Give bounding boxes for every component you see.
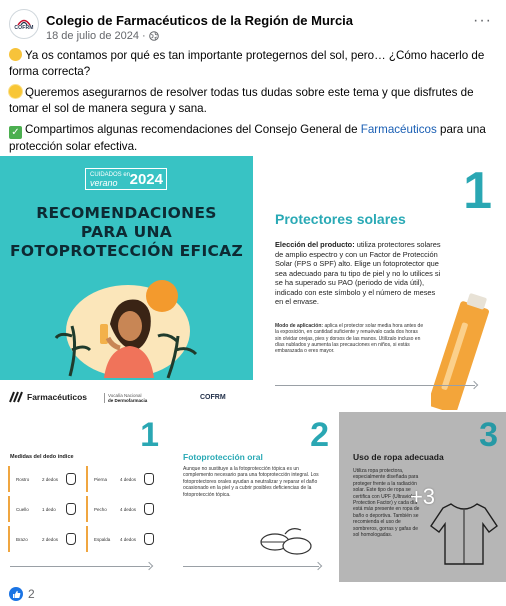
poster-title-line-3: FOTOPROTECCIÓN EFICAZ (9, 242, 244, 260)
list-item (86, 466, 156, 492)
body-part: Rostro (16, 477, 30, 482)
section-paragraph-1 (275, 240, 443, 307)
poster-title-line-1: RECOMENDACIONES (36, 204, 217, 222)
p2-text: aplica el protector solar media hora antes de la exposición, en cantidad suficiente y renuévalo cada dos horas sin olvidar orejas, pies y dorsos de las manos. Utilízalo incluso en días nublados y aumenta las precauciones en niños, si estás embarazada o eres mayor. (275, 323, 424, 355)
poster-title-line-2: PARA UNA (80, 223, 173, 241)
finger-measure-table (8, 466, 158, 556)
tile2-text: Aunque no sustituye a la fotoprotección tópica es un complemento necesario para una fotoprotección integral. Los fotoprotectores orales ayudan a neutralizar y reparar el daño ocasionado en la piel y a cubrir posibles deficiencias de la fotoprotección tópica. (183, 466, 319, 498)
list-item (8, 526, 78, 552)
photo-fotoproteccion-oral[interactable] (169, 412, 337, 582)
body-part: Pecho (94, 507, 107, 512)
p2-label: Modo de aplicación: (275, 323, 324, 329)
p1-label: Elección del producto: (275, 240, 355, 249)
finger-qty: 2 dedos (42, 477, 59, 482)
tile3-text: Utiliza ropa protectora, especialmente diseñada para proteger frente a la radiación solar. Este tipo de ropa se certifica con UPF (Ultraviolet Protection Factor) y cada día está más presente en ropa de baño o deportiva. También se recomienda el uso de sombreros, gorras y gafas de sol homologadas. (353, 468, 420, 539)
vocalia-label (104, 393, 147, 403)
next-arrow-line (183, 566, 319, 567)
post-paragraph-1 (9, 48, 499, 80)
vocalia-line-1: Vocalía Nacional (108, 393, 142, 398)
tile3-number: 3 (479, 416, 498, 454)
campaign-badge (85, 168, 167, 190)
next-arrow-icon (314, 562, 322, 570)
tile1-title: Medidas del dedo índice (10, 454, 74, 460)
table-row (8, 526, 158, 556)
body-part: Cuello (16, 507, 29, 512)
poster-title (0, 204, 253, 261)
pills-icon (257, 522, 315, 558)
photo-cover-poster[interactable] (0, 156, 253, 410)
next-arrow-icon (145, 562, 153, 570)
post-date-text: 18 de julio de 2024 · (46, 30, 146, 42)
page-name-link[interactable]: Colegio de Farmacéuticos de la Región de Murcia (46, 13, 354, 28)
farmaceuticos-logo-text: Farmacéuticos (27, 392, 87, 402)
post-header (0, 0, 506, 46)
media-grid-top (0, 156, 506, 410)
globe-icon (149, 31, 159, 41)
finger-qty: 4 dedos (120, 477, 137, 482)
post-text (9, 48, 499, 160)
next-arrow-line (10, 566, 150, 567)
sun-face-icon (9, 85, 22, 98)
hand-icon (144, 503, 154, 515)
finger-qty: 4 dedos (120, 537, 137, 542)
photo-medidas-dedo[interactable] (0, 412, 167, 582)
list-item (86, 496, 156, 522)
paragraph-3-text-after: para una protección solar efectiva. (9, 123, 486, 153)
tile2-title: Fotoprotección oral (183, 452, 263, 462)
hand-icon (66, 503, 76, 515)
body-part: Brazo (16, 537, 28, 542)
check-mark-icon: ✓ (9, 126, 22, 139)
finger-qty: 1 dedo (42, 507, 56, 512)
paragraph-2-text: Queremos asegurarnos de resolver todas tus dudas sobre este tema y que disfrutes de tomar el sol de manera segura y sana. (9, 86, 474, 115)
tile2-number: 2 (310, 416, 329, 454)
page-avatar[interactable] (9, 9, 39, 39)
next-arrow-line (275, 385, 475, 386)
hand-icon (66, 473, 76, 485)
cofrm-footer-logo: COFRM (200, 394, 226, 401)
finger-qty: 2 dedos (42, 537, 59, 542)
body-part: Espalda (94, 537, 111, 542)
p1-text: utiliza protectores solares de amplio espectro y con un Factor de Protección Solar (FPS o SPF) alto. Elige un fotoprotector que sea adecuado para tu tipo de piel y no lo utilices si se ha superado su PAO (periodo de vida útil), indicado con este símbolo y el número de meses en el envase. (275, 240, 441, 306)
post-paragraph-2 (9, 85, 499, 117)
more-photos-overlay[interactable] (339, 412, 506, 582)
sunscreen-tube-icon (431, 293, 491, 410)
more-options-button[interactable]: ··· (473, 12, 492, 29)
hand-icon (144, 473, 154, 485)
finger-qty: 4 dedos (120, 507, 137, 512)
list-item (8, 496, 78, 522)
farmaceuticos-hashtag-link[interactable]: Farmacéuticos (360, 123, 437, 136)
post-timestamp[interactable] (46, 30, 159, 42)
vocalia-line-2: de Dermofarmacia (108, 398, 148, 403)
reactions-summary[interactable] (9, 586, 35, 602)
paragraph-1-text: Ya os contamos por qué es tan importante protegernos del sol, pero… ¿Cómo hacerlo de forma correcta? (9, 49, 485, 78)
table-row (8, 496, 158, 526)
farmaceuticos-logo-icon (8, 390, 24, 404)
campaign-small-text: CUIDADOS en (90, 172, 131, 178)
list-item (86, 526, 156, 552)
photo-protectores-solares[interactable] (253, 156, 506, 410)
slide-number: 1 (463, 162, 492, 220)
reaction-count: 2 (28, 587, 35, 601)
campaign-year: 2024 (129, 171, 163, 188)
more-photos-count: +3 (409, 484, 436, 509)
thinking-face-icon (9, 48, 22, 61)
paragraph-3-text-before: Compartimos algunas recomendaciones del Consejo General de (25, 123, 361, 136)
woman-with-sunscreen-illustration (50, 266, 200, 381)
tile1-number: 1 (140, 416, 159, 454)
media-grid-bottom (0, 412, 506, 582)
campaign-word: verano (90, 178, 118, 188)
table-row (8, 466, 158, 496)
body-part: Pierna (94, 477, 108, 482)
avatar-text: COFRM (14, 24, 34, 31)
tile3-title: Uso de ropa adecuada (353, 452, 444, 462)
farmaceuticos-logo (8, 390, 87, 404)
hand-icon (144, 533, 154, 545)
like-icon (9, 587, 23, 601)
section-title: Protectores solares (275, 211, 406, 227)
post-paragraph-3 (9, 122, 499, 155)
list-item (8, 466, 78, 492)
hand-icon (66, 533, 76, 545)
section-paragraph-2 (275, 323, 425, 354)
